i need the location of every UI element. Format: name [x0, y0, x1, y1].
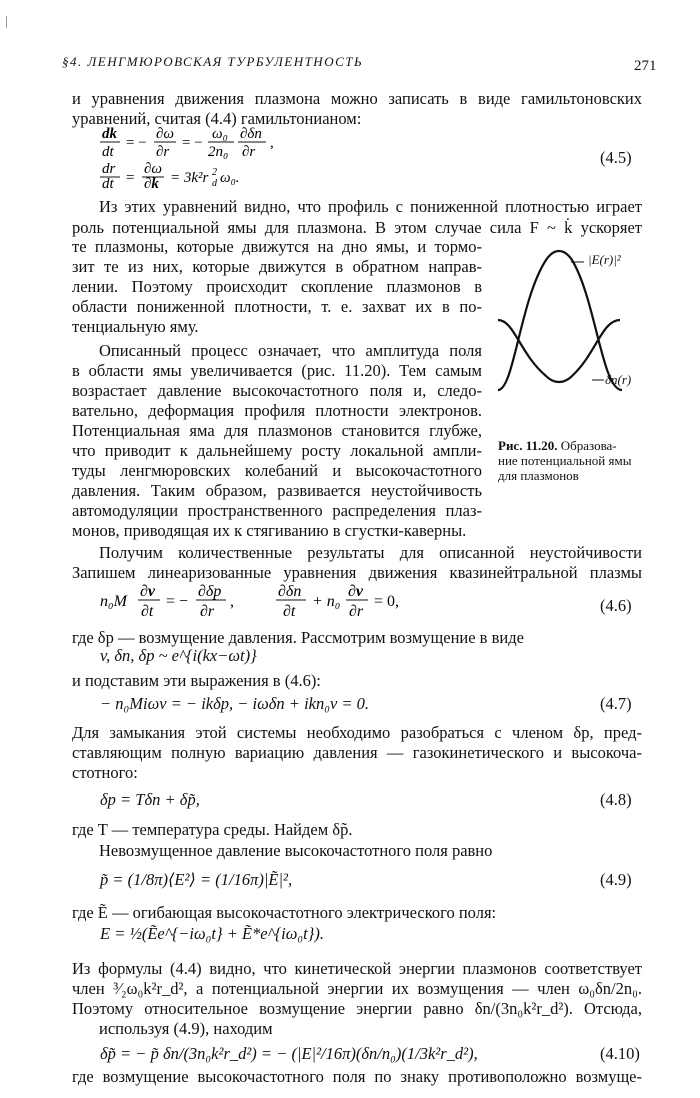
- equation-4-5: [100, 122, 360, 193]
- paragraph-line: Получим количественные результаты для описанной неустойчивости: [99, 543, 642, 562]
- page-number: 271: [634, 58, 657, 74]
- svg-text:2: 2: [212, 167, 217, 178]
- paragraph-line: области пониженной плотности, т. е. захват их в по-: [72, 297, 482, 316]
- paragraph-line: Описанный процесс означает, что амплитуда поля: [99, 341, 482, 360]
- paragraph-line: где T — температура среды. Найдем δp̃.: [72, 820, 353, 839]
- paragraph-line: тенциальную яму.: [72, 317, 199, 336]
- paragraph-line: возрастает давление высокочастотного поля и, следо-: [72, 381, 482, 400]
- paragraph-line: что приводит к дальнейшему росту локальной ампли-: [72, 441, 482, 460]
- svg-text:∂r: ∂r: [200, 603, 215, 620]
- equation-4-8: δp = Tδn + δp̃,: [100, 790, 200, 809]
- svg-text:∂r: ∂r: [242, 144, 256, 160]
- svg-text:∂δn: ∂δn: [278, 583, 302, 600]
- equation-number: (4.6): [600, 596, 632, 615]
- svg-text:,: ,: [270, 135, 274, 151]
- svg-text:ω₀: ω₀: [212, 126, 228, 142]
- svg-text:= −: = −: [182, 135, 203, 151]
- svg-text:∂t: ∂t: [141, 603, 154, 620]
- paragraph-line: Запишем линеаризованные уравнения движения квазинейтральной плазмы: [72, 563, 642, 582]
- margin-mark: [6, 16, 7, 28]
- figure-label-field: |E(r)|²: [588, 252, 621, 267]
- svg-text:dk: dk: [102, 126, 117, 142]
- paragraph-line: используя (4.9), находим: [99, 1019, 273, 1038]
- paragraph-line: Поэтому относительное возмущение энергии равно δn/(3n₀k²r_d²). Отсюда,: [72, 999, 642, 1018]
- paragraph-line: монов, приводящая их к стягиванию в сгустки-каверны.: [72, 521, 467, 540]
- svg-text:∂δn: ∂δn: [240, 126, 262, 142]
- svg-text:ω₀.: ω₀.: [220, 170, 240, 186]
- paragraph-line: Для замыкания этой системы необходимо разобраться с членом δp, пред-: [72, 723, 642, 742]
- equation-4-9: p̃ = (1/8π)⟨E²⟩ = (1/16π)|Ẽ|²,: [100, 870, 293, 889]
- svg-text:= −: = −: [166, 593, 189, 610]
- svg-text:+ n₀: + n₀: [312, 593, 341, 610]
- svg-text:2n₀: 2n₀: [208, 144, 229, 160]
- svg-text:∂r: ∂r: [156, 144, 170, 160]
- paragraph-line: Из формулы (4.4) видно, что кинетической энергии плазмонов соответствует: [72, 959, 642, 978]
- figure-caption-text: Образова- ние потенциальной ямы для плазмонов: [498, 438, 632, 483]
- paragraph-line: Потенциальная яма для плазмонов становится глубже,: [72, 421, 482, 440]
- equation-number: (4.10): [600, 1044, 640, 1063]
- svg-text:∂ω: ∂ω: [144, 161, 163, 177]
- svg-text:= −: = −: [126, 135, 147, 151]
- paragraph-line: стотного:: [72, 763, 138, 782]
- paragraph-line: в области ямы увеличивается (рис. 11.20). Тем самым: [72, 361, 482, 380]
- svg-text:=: =: [126, 170, 135, 186]
- equation-inline-envelope: E = ½(Ẽe^{−iω₀t} + Ẽ*e^{iω₀t}).: [100, 924, 324, 943]
- svg-text:∂k: ∂k: [144, 176, 159, 188]
- intro-line: и уравнения движения плазмона можно записать в виде гамильтоновских: [72, 89, 642, 108]
- paragraph-line: те плазмоны, которые движутся на дно ямы, и тормо-: [72, 237, 482, 256]
- field-amplitude-curve: [498, 251, 622, 390]
- svg-text:= 0,: = 0,: [374, 593, 400, 610]
- equation-number: (4.7): [600, 694, 632, 713]
- svg-text:dr: dr: [102, 161, 116, 177]
- intro-line: уравнений, считая (4.4) гамильтонианом:: [72, 109, 362, 128]
- equation-number: (4.9): [600, 870, 632, 889]
- paragraph-line: где Ẽ — огибающая высокочастотного электрического поля:: [72, 903, 497, 922]
- svg-text:∂δp: ∂δp: [198, 583, 222, 600]
- svg-text:,: ,: [230, 593, 234, 610]
- equation-4-7: − n₀Miωv = − ikδp, − iωδn + ikn₀v = 0.: [100, 694, 370, 713]
- svg-text:∂t: ∂t: [283, 603, 296, 620]
- equation-number: (4.8): [600, 790, 632, 809]
- equation-inline-perturbation: v, δn, δp ~ e^{i(kx−ωt)}: [100, 646, 257, 665]
- paragraph-line: давления. Таким образом, развивается неустойчивость: [72, 481, 482, 500]
- paragraph-line: роль потенциальной ямы для плазмона. В этом случае сила F ~ k̇ ускоряет: [72, 218, 642, 237]
- paragraph-line: Из этих уравнений видно, что профиль с пониженной плотностью играет: [99, 197, 642, 216]
- svg-text:∂ω: ∂ω: [156, 126, 175, 142]
- equation-4-5-visual: [100, 122, 360, 188]
- paragraph-line: где возмущение высокочастотного поля по знаку противоположно возмуще-: [72, 1067, 642, 1086]
- figure-label-density: δn(r): [605, 372, 632, 387]
- svg-text:dt: dt: [102, 144, 114, 160]
- paragraph-line: зит те из них, которые движутся в обратном направ-: [72, 257, 482, 276]
- svg-text:∂v: ∂v: [140, 583, 156, 600]
- svg-text:dt: dt: [102, 176, 114, 188]
- svg-text:d: d: [212, 178, 217, 188]
- svg-text:= 3k²r: = 3k²r: [170, 170, 209, 186]
- paragraph-line: автомодуляции пространственного распределения плаз-: [72, 501, 482, 520]
- figure-caption: [498, 438, 638, 483]
- equation-4-10: δp̃ = − p̃ δn/(3n₀k²r_d²) = − (|E|²/16π)(δn/n₀)(1/3k²r_d²),: [100, 1044, 478, 1063]
- paragraph-line: где δp — возмущение давления. Рассмотрим возмущение в виде: [72, 628, 524, 647]
- paragraph-line: ставляющим полную вариацию давления — газокинетического и высокоча-: [72, 743, 642, 762]
- paragraph-line: член ³⁄₂ω₀k²r_d², а потенциальной энергии их возмущения — член ω₀δn/2n₀.: [72, 979, 642, 998]
- paragraph-line: туды ленгмюровских колебаний и высокочастотного: [72, 461, 482, 480]
- paragraph-line: и подставим эти выражения в (4.6):: [72, 671, 321, 690]
- paragraph-line: Невозмущенное давление высокочастотного поля равно: [99, 841, 493, 860]
- svg-text:∂v: ∂v: [348, 583, 364, 600]
- running-header: §4. ЛЕНГМЮРОВСКАЯ ТУРБУЛЕНТНОСТЬ: [62, 54, 364, 69]
- paragraph-line: вательно, деформация профиля плотности электронов.: [72, 401, 482, 420]
- svg-text:∂r: ∂r: [349, 603, 364, 620]
- equation-4-6: [100, 580, 420, 622]
- svg-text:n₀M: n₀M: [100, 593, 127, 610]
- paragraph-line: лении. Поэтому происходит скопление плазмонов в: [72, 277, 482, 296]
- equation-number: (4.5): [600, 148, 632, 167]
- figure-caption-number: Рис. 11.20.: [498, 438, 558, 453]
